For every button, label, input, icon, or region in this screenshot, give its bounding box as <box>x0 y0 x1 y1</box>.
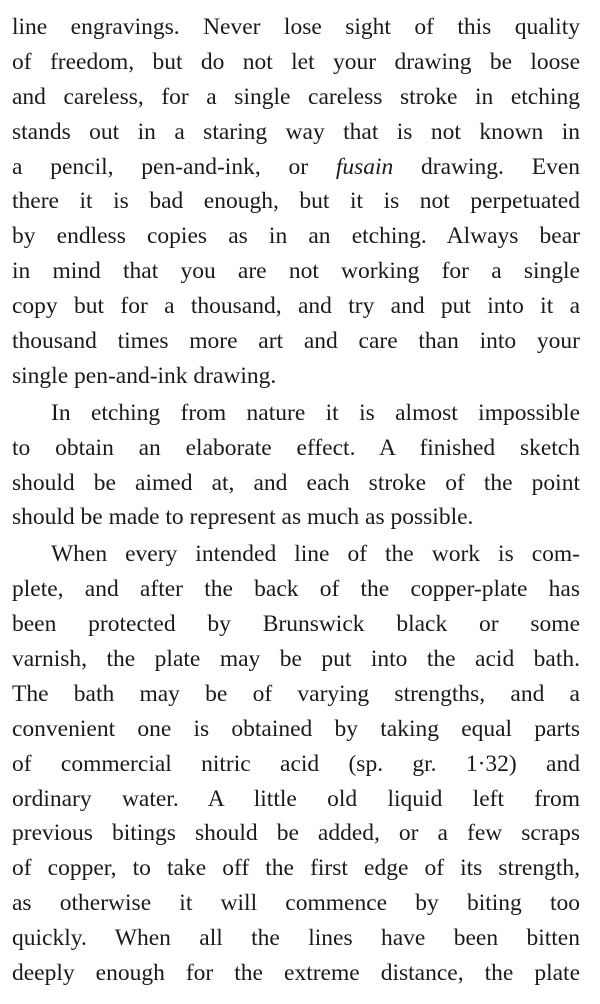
text-line: should be made to represent as much as possible. <box>12 504 474 531</box>
text-line: of commercial nitric acid (sp. gr. 1·32) and <box>12 750 580 777</box>
text-line: convenient one is obtained by taking equal parts <box>12 715 580 742</box>
text-line: a pencil, pen-and-ink, or fusain drawing. Even <box>12 153 580 180</box>
text-line: by endless copies as in an etching. Always bear <box>12 223 580 250</box>
italic-term: fusain <box>335 153 394 180</box>
paragraph <box>12 10 580 394</box>
text-line: copy but for a thousand, and try and put into it a <box>12 293 580 320</box>
text-line: varnish, the plate may be put into the acid bath. <box>12 646 580 673</box>
text-line: In etching from nature it is almost impossible <box>51 399 580 426</box>
text-line: in mind that you are not working for a single <box>12 258 580 285</box>
text-line: and careless, for a single careless stroke in etching <box>12 83 580 110</box>
text-line: ordinary water. A little old liquid left from <box>12 785 580 812</box>
text-line: single pen-and-ink drawing. <box>12 362 277 389</box>
text-line: of copper, to take off the first edge of its strength, <box>12 855 580 882</box>
paragraph <box>12 396 580 536</box>
text-line: there it is bad enough, but it is not perpetuated <box>12 188 580 215</box>
text-line: When every intended line of the work is com- <box>51 541 580 568</box>
text-line: been protected by Brunswick black or some <box>12 611 580 638</box>
page-text <box>12 10 580 991</box>
text-line: to obtain an elaborate effect. A finished sketch <box>12 434 580 461</box>
text-line: as otherwise it will commence by biting too <box>12 890 580 917</box>
text-line: should be aimed at, and each stroke of the point <box>12 469 580 496</box>
paragraph <box>12 537 580 991</box>
text-line: deeply enough for the extreme distance, the plate <box>12 960 580 987</box>
text-line: The bath may be of varying strengths, and a <box>12 680 580 707</box>
text-line: previous bitings should be added, or a few scraps <box>12 820 580 847</box>
text-line: quickly. When all the lines have been bitten <box>12 925 580 952</box>
text-line: thousand times more art and care than into your <box>12 328 580 355</box>
text-line: of freedom, but do not let your drawing be loose <box>12 48 580 75</box>
text-line: stands out in a staring way that is not known in <box>12 118 580 145</box>
text-line: line engravings. Never lose sight of this quality <box>12 14 580 40</box>
text-line: plete, and after the back of the copper-plate has <box>12 576 580 603</box>
